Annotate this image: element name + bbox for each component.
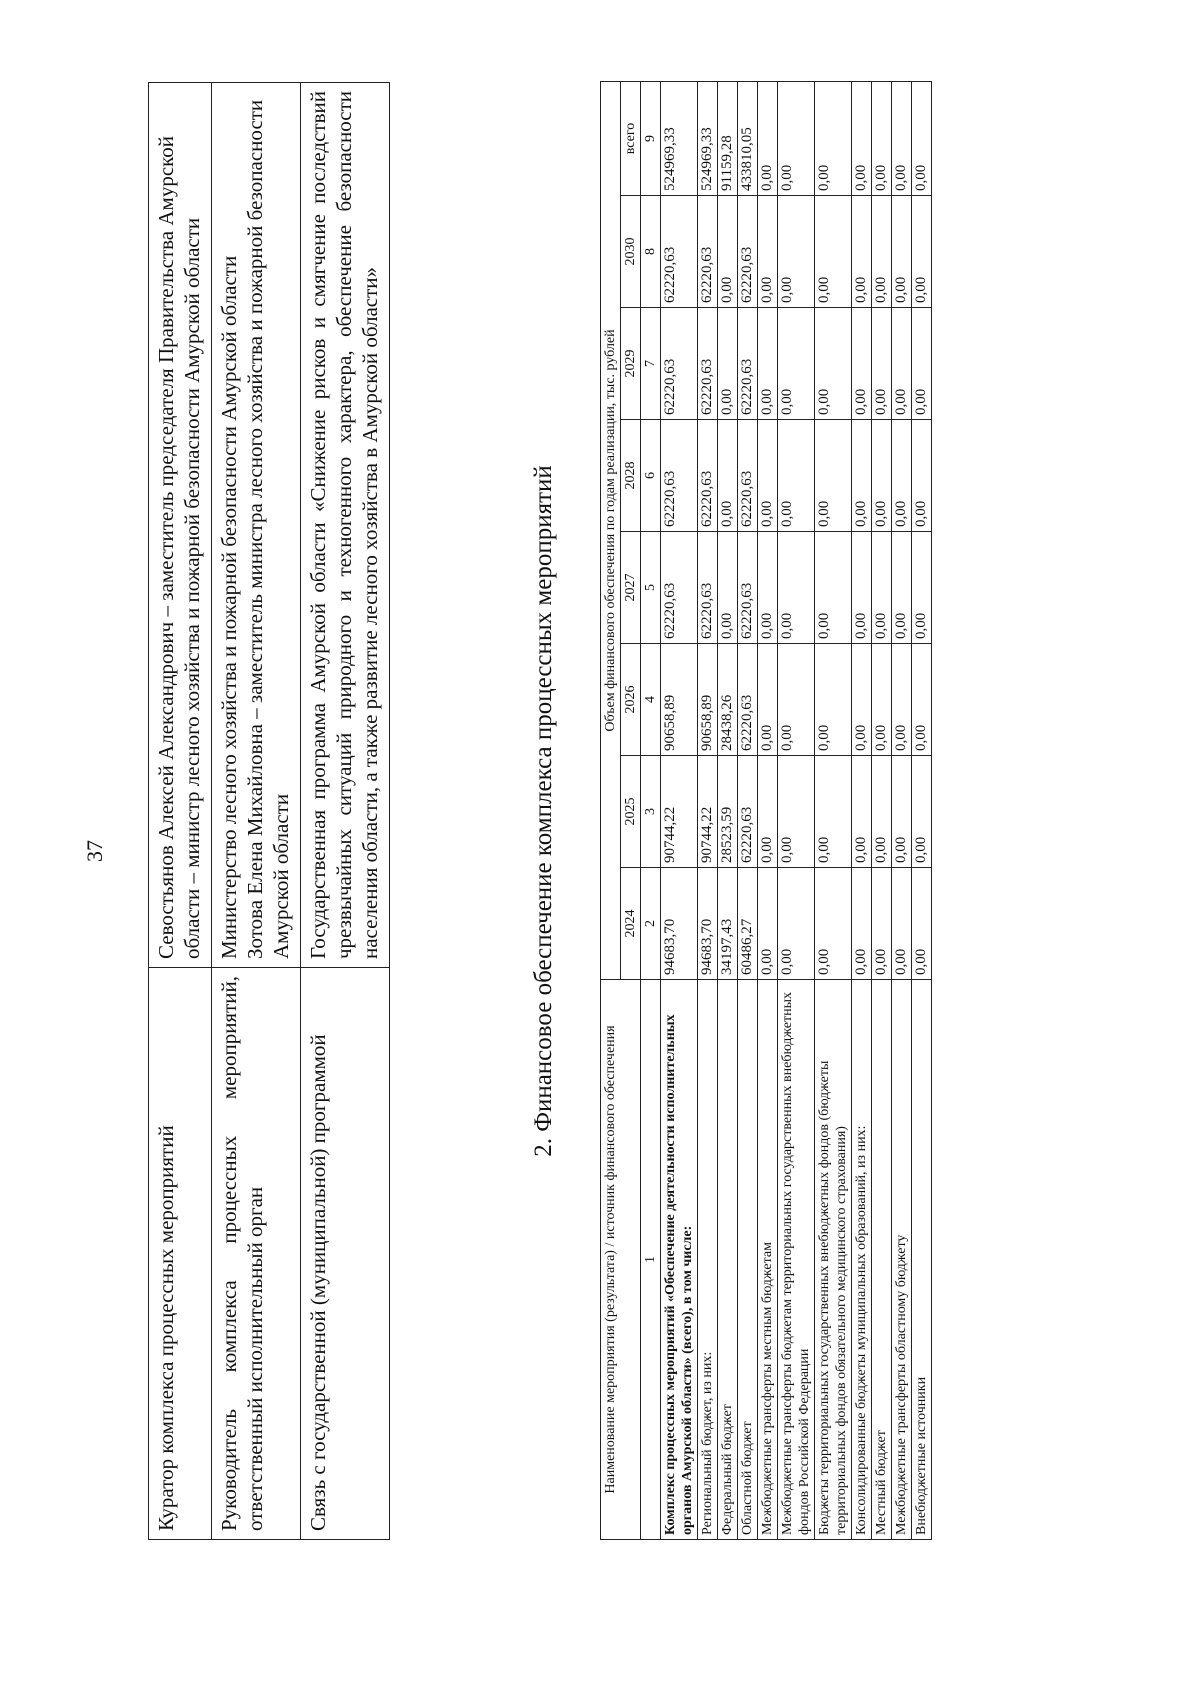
info-row-head	[212, 83, 301, 1540]
row-year-value: 90658,89	[661, 644, 698, 756]
row-year-value: 94683,70	[698, 868, 718, 980]
row-year-value: 0,00	[815, 644, 852, 756]
info-value: Государственная программа Амурской области «Снижение рисков и смягчение последствий чрезвычайных ситуаций природного и техногенного характера, обеспечение безопасности населения области, а также развитие лесного хозяйства в Амурской области»	[301, 83, 390, 968]
col-number: 6	[641, 420, 661, 532]
header-year: 2028	[621, 420, 641, 532]
row-year-value: 0,00	[778, 756, 815, 868]
row-year-value: 62220,63	[738, 420, 758, 532]
row-year-value: 0,00	[852, 868, 872, 980]
row-year-value: 0,00	[892, 420, 912, 532]
table-row	[758, 81, 778, 1539]
row-year-value: 0,00	[758, 532, 778, 644]
header-year: 2024	[621, 868, 641, 980]
header-year: 2027	[621, 532, 641, 644]
row-year-value: 62220,63	[738, 532, 758, 644]
info-value: Министерство лесного хозяйства и пожарной безопасности Амурской области Зотова Елена Михайловна – заместитель министра лесного хозяйства и пожарной безопасности Амурской области	[212, 83, 301, 968]
row-year-value: 0,00	[912, 644, 932, 756]
section-heading: 2. Финансовое обеспечение комплекса процессных мероприятий	[530, 465, 557, 1157]
table-row	[912, 81, 932, 1539]
row-year-value: 0,00	[912, 420, 932, 532]
row-source-name: Межбюджетные трансферты областному бюджету	[892, 980, 912, 1540]
row-year-value: 0,00	[872, 532, 892, 644]
row-total-value: 524969,33	[661, 81, 698, 195]
info-row-curator	[149, 83, 212, 1540]
row-total-value: 0,00	[852, 81, 872, 195]
header-group: Объем финансового обеспечения по годам реализации, тыс. рублей	[601, 81, 621, 979]
row-year-value: 0,00	[758, 308, 778, 420]
row-year-value: 62220,63	[661, 532, 698, 644]
row-year-value: 0,00	[778, 868, 815, 980]
row-year-value: 0,00	[718, 420, 738, 532]
row-source-name: Межбюджетные трансферты местным бюджетам	[758, 980, 778, 1540]
row-year-value: 62220,63	[738, 196, 758, 308]
row-year-value: 0,00	[892, 868, 912, 980]
row-year-value: 90658,89	[698, 644, 718, 756]
row-year-value: 0,00	[718, 196, 738, 308]
table-row	[738, 81, 758, 1539]
table-row	[815, 81, 852, 1539]
row-year-value: 34197,43	[718, 868, 738, 980]
row-year-value: 0,00	[758, 868, 778, 980]
row-source-name: Областной бюджет	[738, 980, 758, 1540]
col-number: 4	[641, 644, 661, 756]
row-year-value: 0,00	[758, 196, 778, 308]
header-year: 2030	[621, 196, 641, 308]
row-year-value: 0,00	[872, 420, 892, 532]
row-year-value: 0,00	[758, 420, 778, 532]
row-year-value: 62220,63	[661, 308, 698, 420]
info-label: Связь с государственной (муниципальной) программой	[301, 968, 390, 1540]
header-year: 2029	[621, 308, 641, 420]
row-year-value: 62220,63	[698, 196, 718, 308]
row-year-value: 0,00	[758, 756, 778, 868]
table-row	[718, 81, 738, 1539]
col-number: 3	[641, 756, 661, 868]
row-year-value: 0,00	[872, 308, 892, 420]
row-year-value: 0,00	[892, 532, 912, 644]
row-source-name: Бюджеты территориальных государственных внебюджетных фондов (бюджеты территориальных фондов обязательного медицинского страхования)	[815, 980, 852, 1540]
row-year-value: 0,00	[892, 644, 912, 756]
info-value: Севостьянов Алексей Александрович – заместитель председателя Правительства Амурской области – министр лесного хозяйства и пожарной безопасности Амурской области	[149, 83, 212, 968]
row-year-value: 0,00	[852, 532, 872, 644]
row-year-value: 0,00	[815, 308, 852, 420]
row-total-value: 0,00	[912, 81, 932, 195]
row-year-value: 62220,63	[738, 756, 758, 868]
row-year-value: 0,00	[852, 196, 872, 308]
col-number: 2	[641, 868, 661, 980]
row-year-value: 0,00	[778, 308, 815, 420]
row-source-name: Межбюджетные трансферты бюджетам территориальных государственных внебюджетных фондов Российской Федерации	[778, 980, 815, 1540]
row-year-value: 28438,26	[718, 644, 738, 756]
row-year-value: 62220,63	[698, 308, 718, 420]
row-year-value: 0,00	[778, 420, 815, 532]
row-year-value: 0,00	[815, 868, 852, 980]
row-total-value: 524969,33	[698, 81, 718, 195]
row-year-value: 0,00	[815, 420, 852, 532]
row-total-value: 0,00	[872, 81, 892, 195]
row-total-value: 0,00	[892, 81, 912, 195]
row-year-value: 0,00	[815, 756, 852, 868]
row-year-value: 0,00	[912, 532, 932, 644]
finance-body	[661, 81, 932, 1539]
row-year-value: 0,00	[912, 196, 932, 308]
table-row	[892, 81, 912, 1539]
row-year-value: 62220,63	[698, 420, 718, 532]
row-year-value: 62220,63	[698, 532, 718, 644]
header-year: 2025	[621, 756, 641, 868]
row-total-value: 0,00	[815, 81, 852, 195]
row-year-value: 0,00	[778, 532, 815, 644]
row-year-value: 94683,70	[661, 868, 698, 980]
row-source-name: Консолидированные бюджеты муниципальных образований, из них:	[852, 980, 872, 1540]
row-year-value: 0,00	[892, 308, 912, 420]
row-year-value: 90744,22	[698, 756, 718, 868]
row-year-value: 0,00	[912, 756, 932, 868]
header-year: 2026	[621, 644, 641, 756]
row-total-value: 91159,28	[718, 81, 738, 195]
row-year-value: 0,00	[912, 308, 932, 420]
col-number: 7	[641, 308, 661, 420]
row-year-value: 0,00	[852, 308, 872, 420]
row-source-name: Комплекс процессных мероприятий «Обеспечение деятельности исполнительных органов Амурской области» (всего), в том числе:	[661, 980, 698, 1540]
row-year-value: 0,00	[852, 420, 872, 532]
row-year-value: 28523,59	[718, 756, 738, 868]
row-year-value: 62220,63	[738, 644, 758, 756]
col-number: 9	[641, 81, 661, 195]
col-number: 5	[641, 532, 661, 644]
row-year-value: 62220,63	[738, 308, 758, 420]
row-year-value: 0,00	[718, 308, 738, 420]
header-name: Наименование мероприятия (результата) / источник финансового обеспечения	[601, 980, 641, 1540]
info-label: Куратор комплекса процессных мероприятий	[149, 968, 212, 1540]
row-source-name: Внебюджетные источники	[912, 980, 932, 1540]
row-year-value: 0,00	[778, 644, 815, 756]
row-year-value: 0,00	[872, 868, 892, 980]
row-year-value: 90744,22	[661, 756, 698, 868]
info-row-program-link	[301, 83, 390, 1540]
row-year-value: 62220,63	[661, 196, 698, 308]
table-row	[872, 81, 892, 1539]
row-year-value: 0,00	[872, 756, 892, 868]
row-year-value: 0,00	[892, 756, 912, 868]
col-number: 8	[641, 196, 661, 308]
row-year-value: 62220,63	[661, 420, 698, 532]
table-row	[661, 81, 698, 1539]
row-total-value: 0,00	[758, 81, 778, 195]
row-year-value: 0,00	[912, 868, 932, 980]
finance-header-row	[601, 81, 621, 1539]
row-year-value: 0,00	[815, 532, 852, 644]
row-total-value: 433810,05	[738, 81, 758, 195]
table-row	[852, 81, 872, 1539]
row-year-value: 0,00	[778, 196, 815, 308]
page-number: 37	[82, 840, 107, 862]
row-year-value: 0,00	[815, 196, 852, 308]
row-year-value: 0,00	[872, 644, 892, 756]
row-year-value: 0,00	[718, 532, 738, 644]
col-number: 1	[641, 980, 661, 1540]
row-total-value: 0,00	[778, 81, 815, 195]
row-year-value: 60486,27	[738, 868, 758, 980]
header-total: всего	[621, 81, 641, 195]
table-row	[698, 81, 718, 1539]
row-year-value: 0,00	[872, 196, 892, 308]
finance-table	[600, 81, 932, 1540]
row-year-value: 0,00	[852, 644, 872, 756]
table-row	[778, 81, 815, 1539]
finance-colnum-row	[641, 81, 661, 1539]
row-source-name: Местный бюджет	[872, 980, 892, 1540]
row-year-value: 0,00	[758, 644, 778, 756]
row-year-value: 0,00	[892, 196, 912, 308]
row-source-name: Федеральный бюджет	[718, 980, 738, 1540]
info-table	[148, 82, 390, 1540]
row-year-value: 0,00	[852, 756, 872, 868]
row-source-name: Региональный бюджет, из них:	[698, 980, 718, 1540]
info-label: Руководитель комплекса процессных мероприятий, ответственный исполнительный орган	[212, 968, 301, 1540]
